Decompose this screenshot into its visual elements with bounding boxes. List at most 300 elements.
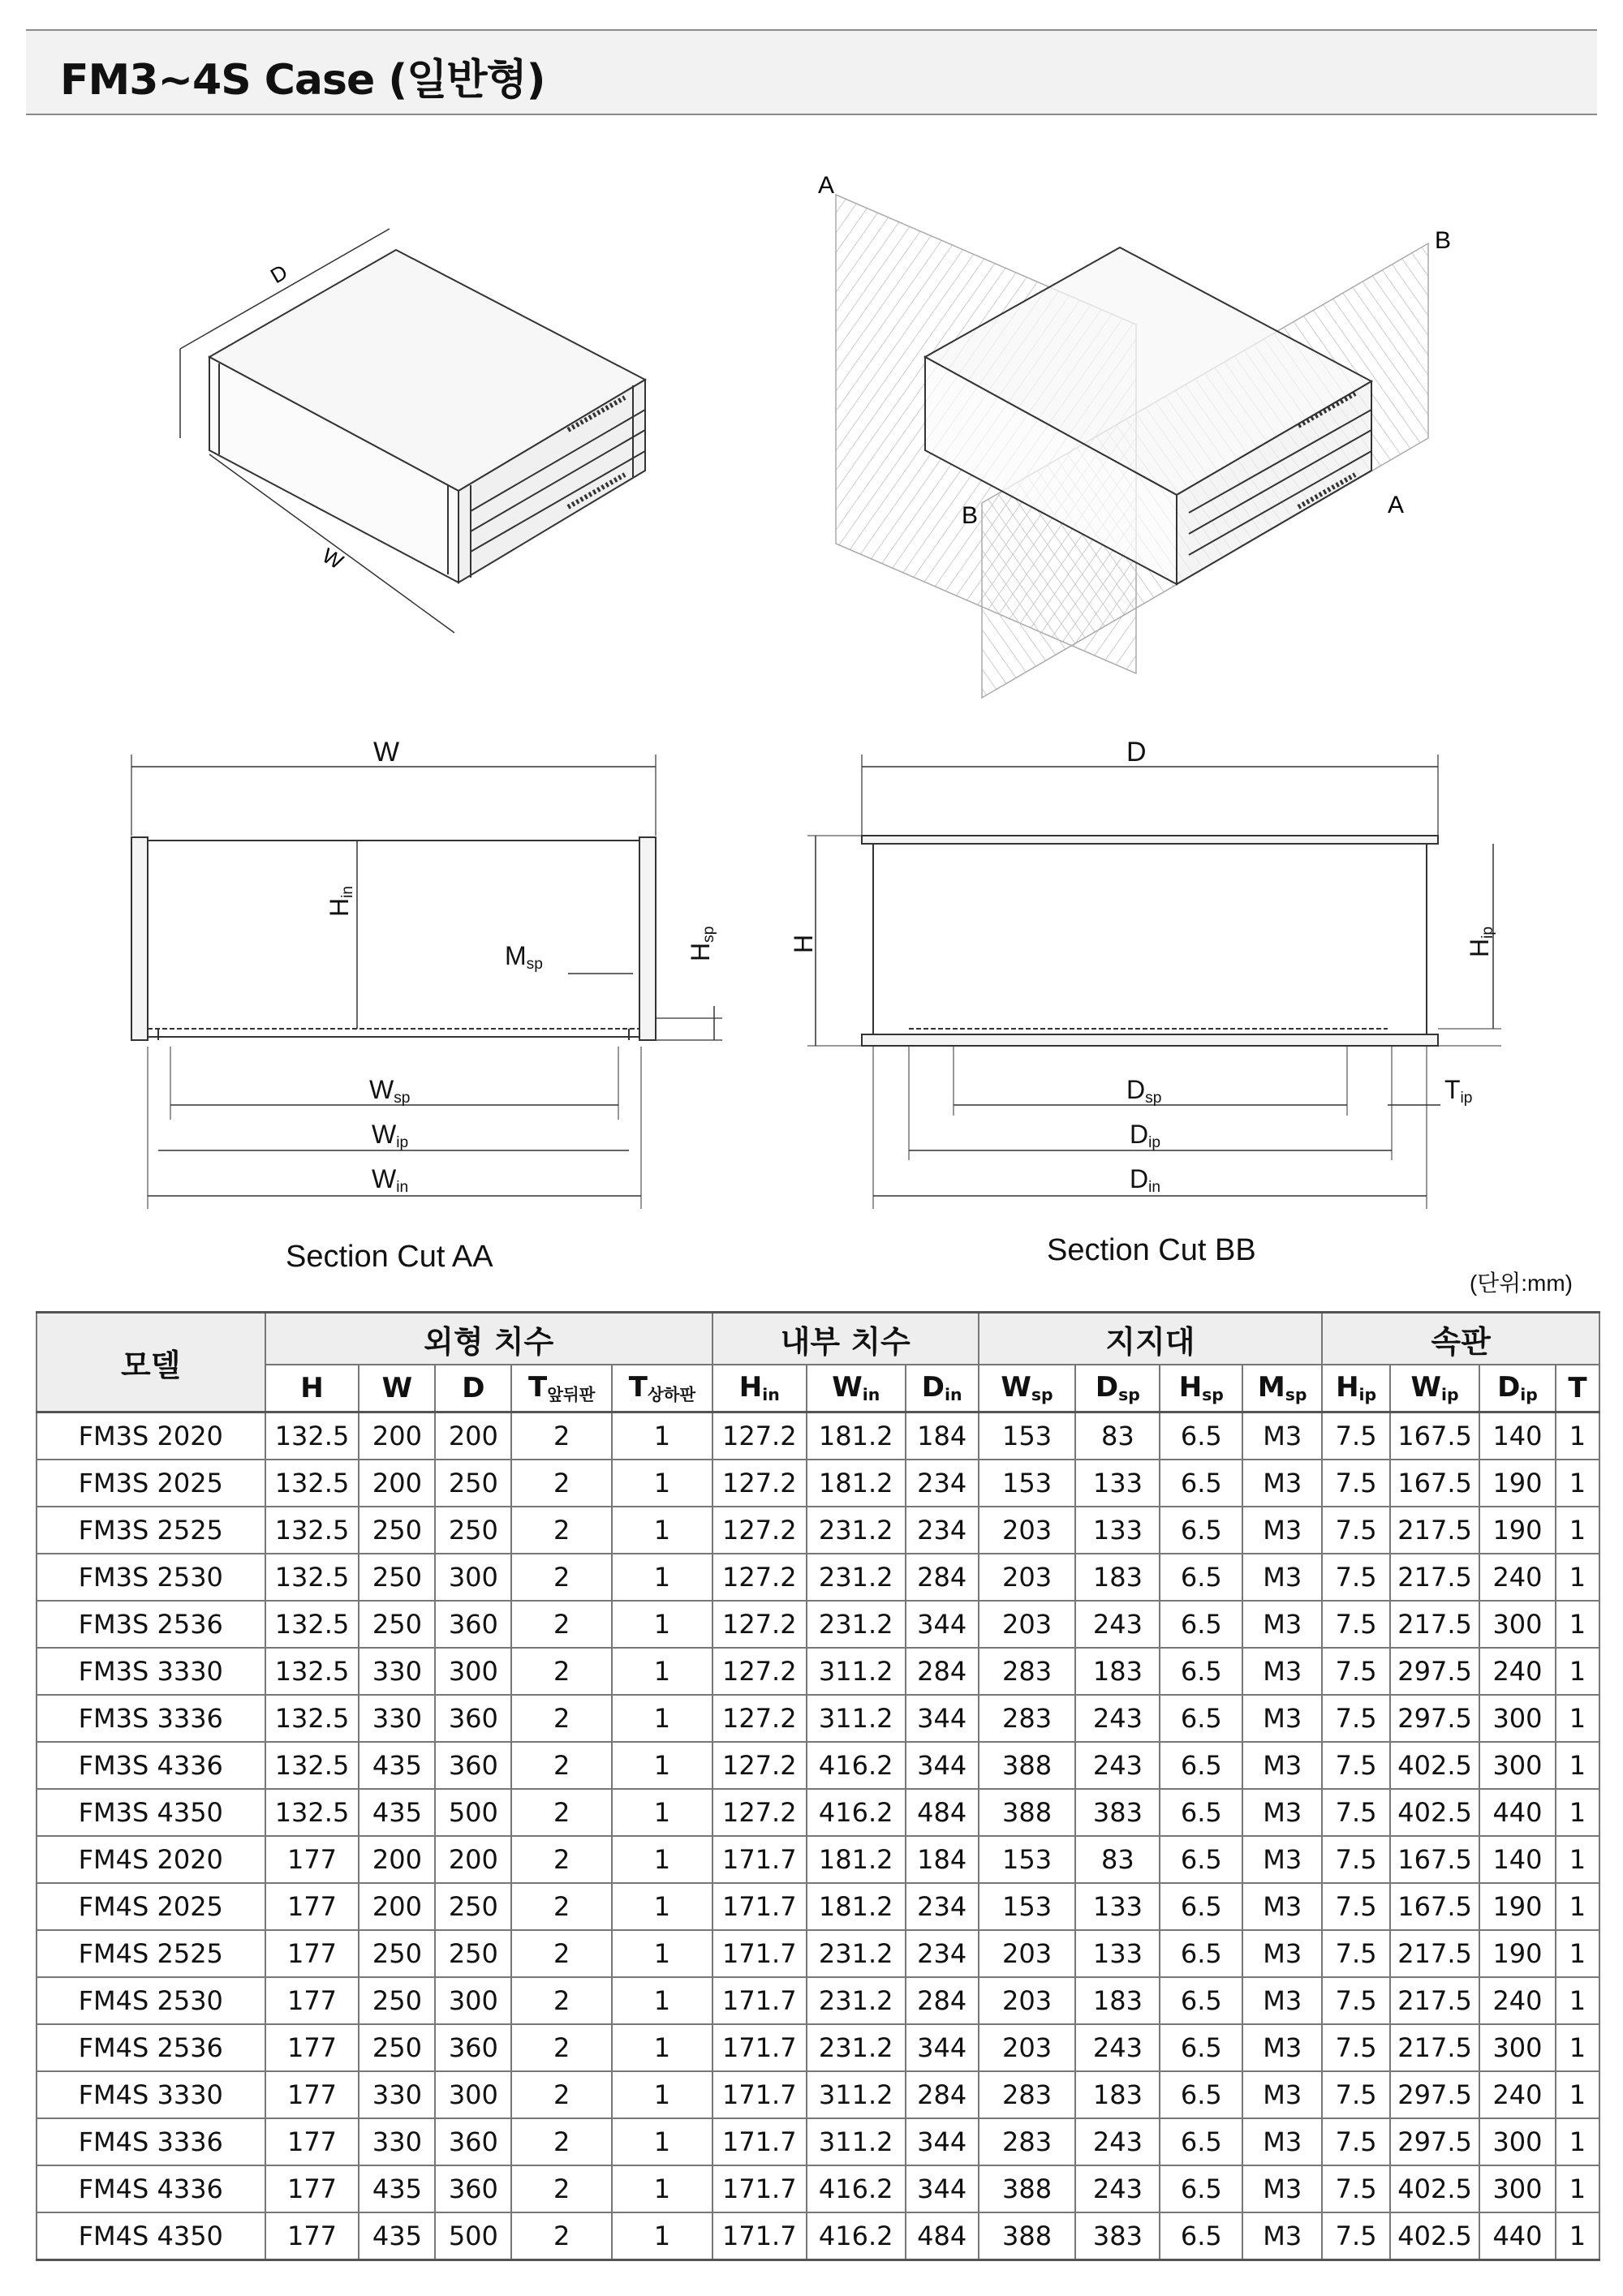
value-cell: 1 bbox=[612, 1836, 712, 1883]
table-row bbox=[37, 2071, 1599, 2118]
col-hin: $H_{in}$ bbox=[712, 1365, 807, 1412]
value-cell: M3 bbox=[1242, 2071, 1322, 2118]
value-cell: 402.5 bbox=[1390, 2212, 1479, 2260]
value-cell: 1 bbox=[1556, 2024, 1599, 2071]
value-cell: 133 bbox=[1075, 1930, 1160, 1977]
col-hip: $H_{ip}$ bbox=[1322, 1365, 1390, 1412]
value-cell: 6.5 bbox=[1160, 1695, 1242, 1742]
value-cell: 311.2 bbox=[807, 2071, 906, 2118]
value-cell: 132.5 bbox=[265, 1648, 359, 1695]
value-cell: 388 bbox=[979, 1742, 1076, 1789]
value-cell: 181.2 bbox=[807, 1836, 906, 1883]
value-cell: 1 bbox=[1556, 1412, 1599, 1460]
section-bb-dsp-label: $D_{sp}$ bbox=[1126, 1075, 1162, 1107]
model-cell: FM3S 4336 bbox=[37, 1742, 265, 1789]
value-cell: 6.5 bbox=[1160, 1412, 1242, 1460]
value-cell: M3 bbox=[1242, 1695, 1322, 1742]
model-cell: FM3S 2530 bbox=[37, 1554, 265, 1601]
value-cell: M3 bbox=[1242, 2212, 1322, 2260]
value-cell: 203 bbox=[979, 1554, 1076, 1601]
value-cell: 1 bbox=[612, 2024, 712, 2071]
value-cell: 190 bbox=[1479, 1883, 1556, 1930]
value-cell: 2 bbox=[511, 1695, 612, 1742]
value-cell: 171.7 bbox=[712, 1836, 807, 1883]
value-cell: 6.5 bbox=[1160, 2071, 1242, 2118]
section-aa-wsp-label: $W_{sp}$ bbox=[369, 1075, 411, 1107]
group-header-row bbox=[37, 1313, 1599, 1365]
header-outer: 외형 치수 bbox=[265, 1313, 712, 1365]
value-cell: 200 bbox=[359, 1836, 435, 1883]
value-cell: 6.5 bbox=[1160, 1507, 1242, 1554]
value-cell: 217.5 bbox=[1390, 1977, 1479, 2024]
col-msp: $M_{sp}$ bbox=[1242, 1365, 1322, 1412]
value-cell: 167.5 bbox=[1390, 1836, 1479, 1883]
value-cell: 7.5 bbox=[1322, 1742, 1390, 1789]
value-cell: 153 bbox=[979, 1460, 1076, 1507]
value-cell: 231.2 bbox=[807, 2024, 906, 2071]
value-cell: 231.2 bbox=[807, 1601, 906, 1648]
value-cell: 383 bbox=[1075, 2212, 1160, 2260]
value-cell: 330 bbox=[359, 1648, 435, 1695]
value-cell: 360 bbox=[435, 2024, 511, 2071]
col-dip: $D_{ip}$ bbox=[1479, 1365, 1556, 1412]
value-cell: 6.5 bbox=[1160, 1742, 1242, 1789]
value-cell: 2 bbox=[511, 1460, 612, 1507]
value-cell: 184 bbox=[906, 1412, 979, 1460]
value-cell: M3 bbox=[1242, 1601, 1322, 1648]
value-cell: 240 bbox=[1479, 2071, 1556, 2118]
value-cell: 1 bbox=[612, 1789, 712, 1836]
value-cell: 133 bbox=[1075, 1460, 1160, 1507]
col-d: D bbox=[435, 1365, 511, 1412]
value-cell: 153 bbox=[979, 1412, 1076, 1460]
value-cell: 6.5 bbox=[1160, 2212, 1242, 2260]
value-cell: 203 bbox=[979, 1601, 1076, 1648]
value-cell: 6.5 bbox=[1160, 1883, 1242, 1930]
value-cell: M3 bbox=[1242, 2118, 1322, 2165]
value-cell: 243 bbox=[1075, 1742, 1160, 1789]
value-cell: 7.5 bbox=[1322, 1789, 1390, 1836]
value-cell: 231.2 bbox=[807, 1930, 906, 1977]
value-cell: 1 bbox=[1556, 1742, 1599, 1789]
section-bb-h-label: H bbox=[789, 934, 818, 953]
value-cell: 284 bbox=[906, 1554, 979, 1601]
header-support: 지지대 bbox=[979, 1313, 1323, 1365]
value-cell: 243 bbox=[1075, 2024, 1160, 2071]
value-cell: 181.2 bbox=[807, 1883, 906, 1930]
value-cell: 2 bbox=[511, 1930, 612, 1977]
value-cell: 184 bbox=[906, 1836, 979, 1883]
value-cell: 231.2 bbox=[807, 1507, 906, 1554]
model-cell: FM4S 2020 bbox=[37, 1836, 265, 1883]
table-row bbox=[37, 2024, 1599, 2071]
value-cell: 2 bbox=[511, 1412, 612, 1460]
value-cell: 127.2 bbox=[712, 1648, 807, 1695]
value-cell: 6.5 bbox=[1160, 1789, 1242, 1836]
value-cell: 243 bbox=[1075, 2165, 1160, 2212]
model-cell: FM4S 3336 bbox=[37, 2118, 265, 2165]
model-cell: FM3S 2525 bbox=[37, 1507, 265, 1554]
value-cell: 2 bbox=[511, 1977, 612, 2024]
value-cell: 234 bbox=[906, 1883, 979, 1930]
value-cell: 7.5 bbox=[1322, 1554, 1390, 1601]
value-cell: 383 bbox=[1075, 1789, 1160, 1836]
value-cell: 127.2 bbox=[712, 1412, 807, 1460]
value-cell: 171.7 bbox=[712, 2071, 807, 2118]
value-cell: 127.2 bbox=[712, 1789, 807, 1836]
value-cell: 1 bbox=[1556, 2071, 1599, 2118]
section-bb-din-label: $D_{in}$ bbox=[1130, 1164, 1161, 1196]
value-cell: 140 bbox=[1479, 1412, 1556, 1460]
section-aa-top-label: W bbox=[373, 737, 400, 767]
value-cell: 344 bbox=[906, 1601, 979, 1648]
value-cell: 171.7 bbox=[712, 2118, 807, 2165]
value-cell: 7.5 bbox=[1322, 1930, 1390, 1977]
value-cell: 284 bbox=[906, 2071, 979, 2118]
value-cell: 7.5 bbox=[1322, 1836, 1390, 1883]
value-cell: 127.2 bbox=[712, 1601, 807, 1648]
value-cell: 360 bbox=[435, 1601, 511, 1648]
col-t-top: $T_{상하판}$ bbox=[612, 1365, 712, 1412]
model-cell: FM3S 2025 bbox=[37, 1460, 265, 1507]
value-cell: 300 bbox=[1479, 2118, 1556, 2165]
table-row bbox=[37, 1648, 1599, 1695]
iso-label-a-bottom: A bbox=[1388, 492, 1405, 518]
value-cell: 6.5 bbox=[1160, 2165, 1242, 2212]
value-cell: 1 bbox=[1556, 1977, 1599, 2024]
value-cell: 171.7 bbox=[712, 2165, 807, 2212]
value-cell: 330 bbox=[359, 1695, 435, 1742]
value-cell: 140 bbox=[1479, 1836, 1556, 1883]
value-cell: 300 bbox=[435, 1648, 511, 1695]
value-cell: 250 bbox=[359, 1601, 435, 1648]
value-cell: 7.5 bbox=[1322, 1412, 1390, 1460]
value-cell: 231.2 bbox=[807, 1554, 906, 1601]
value-cell: 311.2 bbox=[807, 1648, 906, 1695]
model-cell: FM4S 2525 bbox=[37, 1930, 265, 1977]
value-cell: 283 bbox=[979, 1695, 1076, 1742]
value-cell: 177 bbox=[265, 1836, 359, 1883]
value-cell: 190 bbox=[1479, 1460, 1556, 1507]
value-cell: 200 bbox=[359, 1412, 435, 1460]
value-cell: 167.5 bbox=[1390, 1460, 1479, 1507]
value-cell: 6.5 bbox=[1160, 1836, 1242, 1883]
table-row bbox=[37, 1554, 1599, 1601]
value-cell: 6.5 bbox=[1160, 2118, 1242, 2165]
value-cell: 250 bbox=[359, 2024, 435, 2071]
value-cell: 360 bbox=[435, 1695, 511, 1742]
value-cell: 2 bbox=[511, 1883, 612, 1930]
model-cell: FM4S 4350 bbox=[37, 2212, 265, 2260]
value-cell: M3 bbox=[1242, 1742, 1322, 1789]
value-cell: 177 bbox=[265, 2118, 359, 2165]
value-cell: 344 bbox=[906, 2165, 979, 2212]
col-h: H bbox=[265, 1365, 359, 1412]
value-cell: 1 bbox=[612, 2118, 712, 2165]
value-cell: 416.2 bbox=[807, 1789, 906, 1836]
value-cell: 250 bbox=[435, 1460, 511, 1507]
value-cell: 300 bbox=[1479, 2024, 1556, 2071]
value-cell: 1 bbox=[612, 2165, 712, 2212]
col-win: $W_{in}$ bbox=[807, 1365, 906, 1412]
value-cell: 132.5 bbox=[265, 1507, 359, 1554]
table-row bbox=[37, 2212, 1599, 2260]
value-cell: 217.5 bbox=[1390, 1507, 1479, 1554]
value-cell: 217.5 bbox=[1390, 1930, 1479, 1977]
value-cell: 2 bbox=[511, 2071, 612, 2118]
value-cell: 2 bbox=[511, 1648, 612, 1695]
value-cell: 6.5 bbox=[1160, 1601, 1242, 1648]
value-cell: 243 bbox=[1075, 2118, 1160, 2165]
model-cell: FM4S 2025 bbox=[37, 1883, 265, 1930]
value-cell: 360 bbox=[435, 1742, 511, 1789]
value-cell: 200 bbox=[359, 1883, 435, 1930]
value-cell: 1 bbox=[612, 1648, 712, 1695]
header-model: 모델 bbox=[37, 1313, 265, 1412]
value-cell: 402.5 bbox=[1390, 1742, 1479, 1789]
model-cell: FM4S 4336 bbox=[37, 2165, 265, 2212]
spec-table-body bbox=[37, 1412, 1599, 2260]
value-cell: 1 bbox=[1556, 1648, 1599, 1695]
table-row bbox=[37, 1883, 1599, 1930]
col-wsp: $W_{sp}$ bbox=[979, 1365, 1076, 1412]
section-aa-caption: Section Cut AA bbox=[286, 1240, 493, 1274]
value-cell: 297.5 bbox=[1390, 1695, 1479, 1742]
value-cell: 500 bbox=[435, 2212, 511, 2260]
value-cell: 7.5 bbox=[1322, 1695, 1390, 1742]
value-cell: 284 bbox=[906, 1977, 979, 2024]
value-cell: M3 bbox=[1242, 1507, 1322, 1554]
value-cell: 217.5 bbox=[1390, 1554, 1479, 1601]
value-cell: 6.5 bbox=[1160, 2024, 1242, 2071]
value-cell: 132.5 bbox=[265, 1742, 359, 1789]
value-cell: 250 bbox=[435, 1507, 511, 1554]
table-row bbox=[37, 1460, 1599, 1507]
table-row bbox=[37, 1977, 1599, 2024]
value-cell: 344 bbox=[906, 1695, 979, 1742]
value-cell: 127.2 bbox=[712, 1695, 807, 1742]
value-cell: 2 bbox=[511, 1601, 612, 1648]
value-cell: 1 bbox=[612, 1930, 712, 1977]
value-cell: 1 bbox=[612, 1507, 712, 1554]
value-cell: 167.5 bbox=[1390, 1883, 1479, 1930]
section-aa-hsp-label: $H_{sp}$ bbox=[686, 926, 717, 961]
value-cell: 240 bbox=[1479, 1977, 1556, 2024]
value-cell: 127.2 bbox=[712, 1554, 807, 1601]
model-cell: FM3S 3336 bbox=[37, 1695, 265, 1742]
value-cell: 133 bbox=[1075, 1507, 1160, 1554]
value-cell: 402.5 bbox=[1390, 2165, 1479, 2212]
value-cell: 311.2 bbox=[807, 2118, 906, 2165]
value-cell: 1 bbox=[612, 1601, 712, 1648]
value-cell: 177 bbox=[265, 2024, 359, 2071]
col-hsp: $H_{sp}$ bbox=[1160, 1365, 1242, 1412]
value-cell: 388 bbox=[979, 2165, 1076, 2212]
value-cell: M3 bbox=[1242, 2024, 1322, 2071]
value-cell: 283 bbox=[979, 1648, 1076, 1695]
table-row bbox=[37, 2165, 1599, 2212]
value-cell: M3 bbox=[1242, 1789, 1322, 1836]
value-cell: 177 bbox=[265, 1930, 359, 1977]
value-cell: 127.2 bbox=[712, 1507, 807, 1554]
col-w: W bbox=[359, 1365, 435, 1412]
section-bb-hip-label: $H_{ip}$ bbox=[1465, 926, 1496, 957]
value-cell: 330 bbox=[359, 2071, 435, 2118]
value-cell: 190 bbox=[1479, 1930, 1556, 1977]
value-cell: 360 bbox=[435, 2118, 511, 2165]
value-cell: 311.2 bbox=[807, 1695, 906, 1742]
value-cell: 190 bbox=[1479, 1507, 1556, 1554]
value-cell: 1 bbox=[612, 1742, 712, 1789]
value-cell: 181.2 bbox=[807, 1412, 906, 1460]
value-cell: 250 bbox=[359, 1930, 435, 1977]
value-cell: 484 bbox=[906, 2212, 979, 2260]
sub-header-row bbox=[37, 1365, 1599, 1412]
value-cell: 300 bbox=[1479, 1742, 1556, 1789]
model-cell: FM4S 3330 bbox=[37, 2071, 265, 2118]
value-cell: 283 bbox=[979, 2118, 1076, 2165]
value-cell: 2 bbox=[511, 2118, 612, 2165]
value-cell: 1 bbox=[1556, 2165, 1599, 2212]
value-cell: 177 bbox=[265, 1883, 359, 1930]
value-cell: 181.2 bbox=[807, 1460, 906, 1507]
value-cell: 435 bbox=[359, 2165, 435, 2212]
value-cell: 344 bbox=[906, 2118, 979, 2165]
value-cell: 7.5 bbox=[1322, 1648, 1390, 1695]
value-cell: M3 bbox=[1242, 1648, 1322, 1695]
value-cell: 132.5 bbox=[265, 1412, 359, 1460]
value-cell: 7.5 bbox=[1322, 2212, 1390, 2260]
value-cell: 484 bbox=[906, 1789, 979, 1836]
value-cell: 6.5 bbox=[1160, 1460, 1242, 1507]
value-cell: 6.5 bbox=[1160, 1554, 1242, 1601]
value-cell: 297.5 bbox=[1390, 2071, 1479, 2118]
value-cell: 388 bbox=[979, 2212, 1076, 2260]
value-cell: 167.5 bbox=[1390, 1412, 1479, 1460]
page-title: FM3~4S Case (일반형) bbox=[60, 56, 545, 105]
value-cell: 1 bbox=[612, 1554, 712, 1601]
value-cell: 250 bbox=[435, 1930, 511, 1977]
value-cell: 6.5 bbox=[1160, 1977, 1242, 2024]
value-cell: 171.7 bbox=[712, 1883, 807, 1930]
value-cell: 1 bbox=[1556, 2212, 1599, 2260]
value-cell: 7.5 bbox=[1322, 1883, 1390, 1930]
value-cell: 7.5 bbox=[1322, 2165, 1390, 2212]
section-aa-hin-label: $H_{in}$ bbox=[325, 885, 356, 917]
section-aa-win-label: $W_{in}$ bbox=[372, 1164, 409, 1196]
col-wip: $W_{ip}$ bbox=[1390, 1365, 1479, 1412]
value-cell: 7.5 bbox=[1322, 1977, 1390, 2024]
section-bb-dip-label: $D_{ip}$ bbox=[1130, 1120, 1161, 1151]
value-cell: 132.5 bbox=[265, 1460, 359, 1507]
value-cell: 402.5 bbox=[1390, 1789, 1479, 1836]
table-row bbox=[37, 1930, 1599, 1977]
value-cell: 177 bbox=[265, 1977, 359, 2024]
value-cell: 153 bbox=[979, 1836, 1076, 1883]
iso-label-a-top: A bbox=[818, 172, 835, 199]
value-cell: 240 bbox=[1479, 1648, 1556, 1695]
iso-label-d: D bbox=[266, 259, 292, 289]
value-cell: 7.5 bbox=[1322, 1460, 1390, 1507]
section-aa-wip-label: $W_{ip}$ bbox=[372, 1120, 409, 1151]
value-cell: M3 bbox=[1242, 1412, 1322, 1460]
value-cell: 435 bbox=[359, 1789, 435, 1836]
model-cell: FM3S 2536 bbox=[37, 1601, 265, 1648]
value-cell: 416.2 bbox=[807, 2165, 906, 2212]
value-cell: 388 bbox=[979, 1789, 1076, 1836]
value-cell: 7.5 bbox=[1322, 2118, 1390, 2165]
value-cell: 217.5 bbox=[1390, 2024, 1479, 2071]
value-cell: M3 bbox=[1242, 1836, 1322, 1883]
value-cell: 2 bbox=[511, 2212, 612, 2260]
value-cell: 1 bbox=[1556, 1789, 1599, 1836]
value-cell: 83 bbox=[1075, 1412, 1160, 1460]
value-cell: 234 bbox=[906, 1930, 979, 1977]
value-cell: 177 bbox=[265, 2212, 359, 2260]
value-cell: 200 bbox=[359, 1460, 435, 1507]
value-cell: 330 bbox=[359, 2118, 435, 2165]
value-cell: 2 bbox=[511, 1554, 612, 1601]
value-cell: 300 bbox=[1479, 1695, 1556, 1742]
section-bb-top-label: D bbox=[1126, 737, 1147, 767]
value-cell: 132.5 bbox=[265, 1601, 359, 1648]
value-cell: 435 bbox=[359, 2212, 435, 2260]
value-cell: 1 bbox=[612, 1695, 712, 1742]
value-cell: 183 bbox=[1075, 1648, 1160, 1695]
value-cell: 344 bbox=[906, 1742, 979, 1789]
header-inner: 내부 치수 bbox=[712, 1313, 979, 1365]
value-cell: M3 bbox=[1242, 1883, 1322, 1930]
value-cell: 416.2 bbox=[807, 1742, 906, 1789]
value-cell: 1 bbox=[612, 1883, 712, 1930]
value-cell: 1 bbox=[1556, 1930, 1599, 1977]
value-cell: 132.5 bbox=[265, 1789, 359, 1836]
value-cell: 177 bbox=[265, 2165, 359, 2212]
value-cell: 1 bbox=[1556, 1601, 1599, 1648]
iso-label-b-bottom: B bbox=[962, 502, 979, 529]
model-cell: FM4S 2530 bbox=[37, 1977, 265, 2024]
value-cell: 200 bbox=[435, 1836, 511, 1883]
value-cell: 200 bbox=[435, 1412, 511, 1460]
value-cell: 283 bbox=[979, 2071, 1076, 2118]
value-cell: 250 bbox=[359, 1507, 435, 1554]
value-cell: 2 bbox=[511, 1789, 612, 1836]
value-cell: 300 bbox=[1479, 2165, 1556, 2212]
col-dsp: $D_{sp}$ bbox=[1075, 1365, 1160, 1412]
unit-note: (단위:mm) bbox=[1469, 1271, 1573, 1296]
value-cell: 1 bbox=[612, 1460, 712, 1507]
iso-label-w: W bbox=[318, 543, 348, 574]
value-cell: 231.2 bbox=[807, 1977, 906, 2024]
value-cell: 203 bbox=[979, 1507, 1076, 1554]
value-cell: 297.5 bbox=[1390, 1648, 1479, 1695]
value-cell: 217.5 bbox=[1390, 1601, 1479, 1648]
value-cell: 440 bbox=[1479, 2212, 1556, 2260]
value-cell: 1 bbox=[1556, 1695, 1599, 1742]
model-cell: FM4S 2536 bbox=[37, 2024, 265, 2071]
value-cell: 1 bbox=[1556, 1460, 1599, 1507]
value-cell: 300 bbox=[435, 1554, 511, 1601]
section-aa bbox=[131, 755, 722, 1209]
value-cell: 183 bbox=[1075, 1554, 1160, 1601]
iso-label-b-top: B bbox=[1435, 227, 1452, 254]
value-cell: 2 bbox=[511, 2165, 612, 2212]
value-cell: 171.7 bbox=[712, 2024, 807, 2071]
col-t: T bbox=[1556, 1365, 1599, 1412]
table-row bbox=[37, 1412, 1599, 1460]
col-din: $D_{in}$ bbox=[906, 1365, 979, 1412]
table-row bbox=[37, 1695, 1599, 1742]
